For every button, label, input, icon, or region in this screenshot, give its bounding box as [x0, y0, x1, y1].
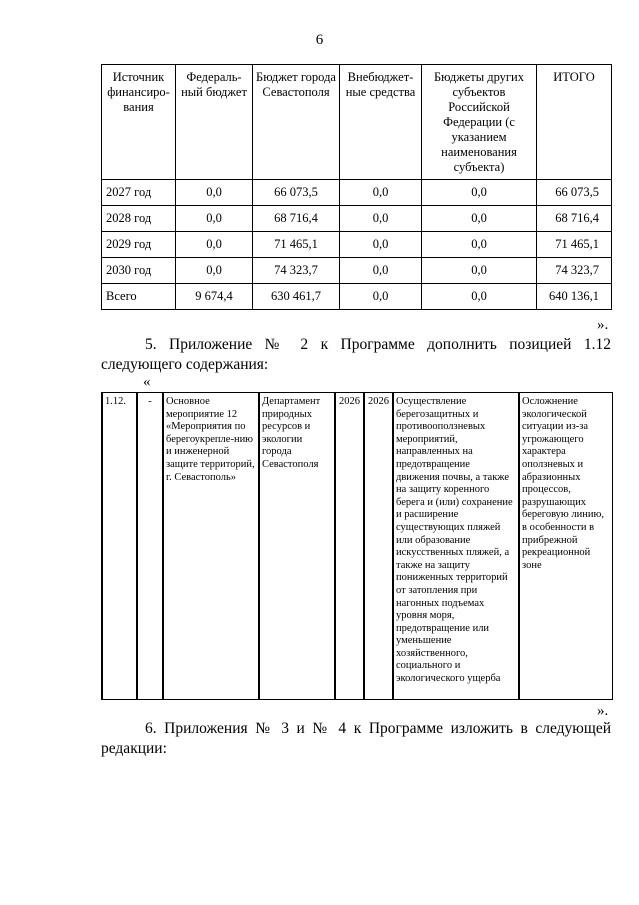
measure-start-year: 2026 [335, 393, 364, 700]
measure-dash: - [137, 393, 163, 700]
table-row [102, 258, 612, 284]
measure-table-closing-mark: ». [597, 703, 609, 719]
measure-end-year: 2026 [364, 393, 393, 700]
measure-consequences: Осложнение экологической ситуации из-за угрожающего характера оползневых и абразионных процессов, разрушающих береговую линию, в особенности в прибрежной рекреационной зоне [519, 393, 612, 700]
city-cell: 74 323,7 [253, 258, 340, 284]
table-row [102, 393, 612, 700]
extrabudgetary-cell: 0,0 [340, 232, 422, 258]
other-regions-cell: 0,0 [422, 232, 537, 258]
city-cell: 71 465,1 [253, 232, 340, 258]
federal-cell: 0,0 [176, 232, 253, 258]
city-cell: 630 461,7 [253, 284, 340, 310]
header-city-budget: Бюджет города Севастополя [253, 65, 340, 180]
funding-table-header-row [102, 65, 612, 180]
paragraph-5 [101, 335, 611, 375]
measure-executor: Департамент природных ресурсов и экологии города Севастополя [259, 393, 335, 700]
city-cell: 66 073,5 [253, 180, 340, 206]
year-cell: Всего [102, 284, 176, 310]
header-source: Источник финансиро-вания [102, 65, 176, 180]
year-cell: 2027 год [102, 180, 176, 206]
total-cell: 66 073,5 [537, 180, 612, 206]
table-row [102, 180, 612, 206]
table-row [102, 232, 612, 258]
funding-table-closing-mark: ». [597, 317, 609, 333]
header-other-regions: Бюджеты других субъектов Российской Федерации (с указанием наименования субъекта) [422, 65, 537, 180]
federal-cell: 0,0 [176, 258, 253, 284]
other-regions-cell: 0,0 [422, 180, 537, 206]
paragraph-5-text: 5. Приложение № 2 к Программе дополнить позицией 1.12 следующего содержания: [101, 336, 611, 373]
other-regions-cell: 0,0 [422, 206, 537, 232]
measure-name: Основное мероприятие 12 «Мероприятия по берегоукрепле-нию и инженерной защите территорий, г. Севастополь» [163, 393, 259, 700]
funding-table [101, 64, 612, 310]
year-cell: 2030 год [102, 258, 176, 284]
measure-table [101, 392, 613, 700]
other-regions-cell: 0,0 [422, 284, 537, 310]
header-federal-budget: Федераль-ный бюджет [176, 65, 253, 180]
extrabudgetary-cell: 0,0 [340, 180, 422, 206]
federal-cell: 0,0 [176, 206, 253, 232]
opening-quote: « [143, 374, 151, 390]
total-cell: 640 136,1 [537, 284, 612, 310]
extrabudgetary-cell: 0,0 [340, 258, 422, 284]
page-number: 6 [315, 32, 324, 48]
table-row-total [102, 284, 612, 310]
year-cell: 2029 год [102, 232, 176, 258]
extrabudgetary-cell: 0,0 [340, 284, 422, 310]
federal-cell: 9 674,4 [176, 284, 253, 310]
paragraph-6 [101, 719, 611, 759]
city-cell: 68 716,4 [253, 206, 340, 232]
header-total: ИТОГО [537, 65, 612, 180]
other-regions-cell: 0,0 [422, 258, 537, 284]
total-cell: 68 716,4 [537, 206, 612, 232]
measure-number: 1.12. [102, 393, 137, 700]
extrabudgetary-cell: 0,0 [340, 206, 422, 232]
paragraph-6-text: 6. Приложения № 3 и № 4 к Программе изложить в следующей редакции: [101, 720, 611, 757]
measure-result: Осуществление берегозащитных и противооползневых мероприятий, направленных на предотвращение движения почвы, а также на защиту коренного берега и (или) сохранение и расширение существующих пляжей или образование искусственных пляжей, а также на защиту пониженных территорий от затопления при нагонных подъемах уровня моря, предотвращение или уменьшение хозяйственного, социального и экологического ущерба [393, 393, 519, 700]
total-cell: 71 465,1 [537, 232, 612, 258]
total-cell: 74 323,7 [537, 258, 612, 284]
federal-cell: 0,0 [176, 180, 253, 206]
year-cell: 2028 год [102, 206, 176, 232]
table-row [102, 206, 612, 232]
header-extrabudgetary: Внебюджет-ные средства [340, 65, 422, 180]
